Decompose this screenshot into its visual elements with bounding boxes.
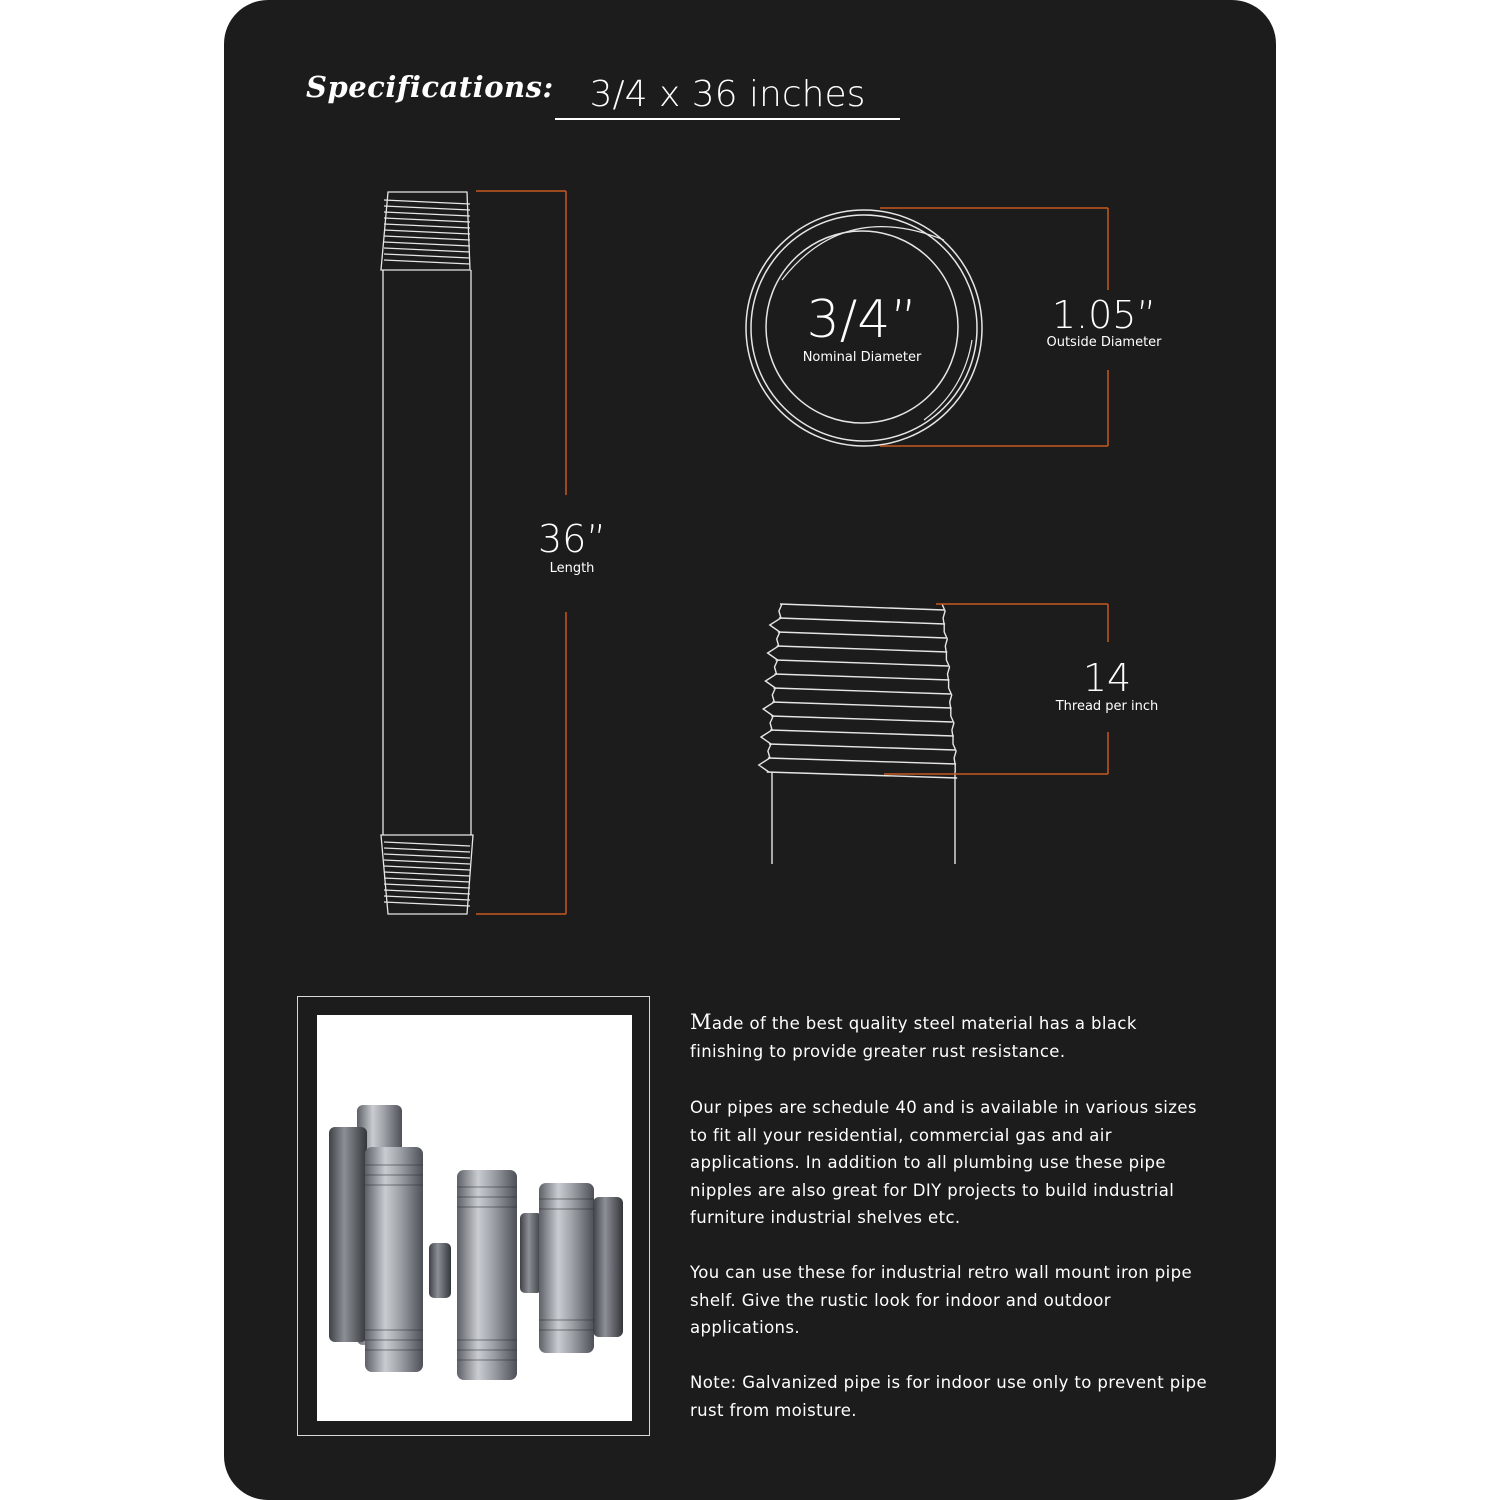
thread-crest-line [777, 646, 948, 652]
pipe-diagram [224, 0, 1276, 990]
description-paragraph-1-text: ade of the best quality steel material has a black finishing to provide greater rust resistance. [690, 1014, 1137, 1061]
thread-line [384, 896, 470, 900]
thread-line [384, 212, 470, 216]
thread-crest-line [775, 674, 950, 680]
drop-cap: M [690, 1010, 712, 1034]
thread-crest-line [768, 758, 956, 764]
thread-crest-line [778, 632, 946, 638]
description-paragraph-1 [690, 1009, 1210, 1065]
thread-crest-line [773, 688, 950, 694]
thread-crest-line [771, 716, 953, 722]
thread-crest-line [767, 772, 957, 778]
thread-line [384, 230, 470, 234]
thread-line [384, 236, 470, 240]
thread-crest-line [772, 702, 951, 708]
description-paragraph-3: You can use these for industrial retro wall mount iron pipe shelf. Give the rustic look for indoor and outdoor applications. [690, 1263, 1193, 1337]
pipe-nipples-photo [317, 1015, 632, 1421]
thread-line [384, 842, 470, 846]
thread-line [384, 884, 470, 888]
thread-crest-line [769, 744, 955, 750]
long-pipe-drawing [381, 192, 473, 914]
thread-value: 14 [1082, 656, 1132, 700]
nominal-diameter-label: Nominal Diameter [802, 350, 922, 365]
nominal-diameter-value: 3/4” [806, 290, 918, 350]
thread-line [384, 872, 470, 876]
thread-label: Thread per inch [1055, 699, 1159, 714]
outside-diameter-value: 1.05” [1051, 293, 1157, 337]
outside-diameter-label: Outside Diameter [1046, 335, 1162, 350]
thread-line [384, 890, 470, 894]
length-label: Length [549, 561, 595, 576]
thread-line [384, 878, 470, 882]
length-value: 36” [537, 517, 607, 561]
spec-card [224, 0, 1276, 1500]
thread-crest-line [770, 730, 954, 736]
thread-closeup-drawing [759, 604, 957, 864]
specifications-label: Specifications: [306, 70, 554, 104]
thread-line [384, 254, 470, 258]
thread-line [384, 848, 470, 852]
thread-crest-line [776, 660, 949, 666]
thread-crest-line [780, 604, 944, 610]
description-paragraph-4: Note: Galvanized pipe is for indoor use only to prevent pipe rust from moisture. [690, 1373, 1208, 1420]
thread-crest-line [779, 618, 945, 624]
thread-profile [942, 604, 956, 772]
pipe-group [329, 1105, 623, 1380]
thread-line [384, 866, 470, 870]
thread-line [384, 242, 470, 246]
thread-line [384, 248, 470, 252]
thread-line [384, 860, 470, 864]
thread-line [384, 260, 470, 264]
thread-line [384, 224, 470, 228]
specifications-value: 3/4 x 36 inches [555, 68, 900, 120]
thread-line [384, 200, 470, 204]
thread-line [384, 218, 470, 222]
description-paragraph-2: Our pipes are schedule 40 and is available in various sizes to fit all your residential, commercial gas and air applications. In addition to all plumbing use these pipe nipples are also great for DIY projects to build industrial furniture industrial shelves etc. [690, 1098, 1197, 1227]
thread-line [384, 206, 470, 210]
thread-line [384, 854, 470, 858]
thread-line [384, 902, 470, 906]
